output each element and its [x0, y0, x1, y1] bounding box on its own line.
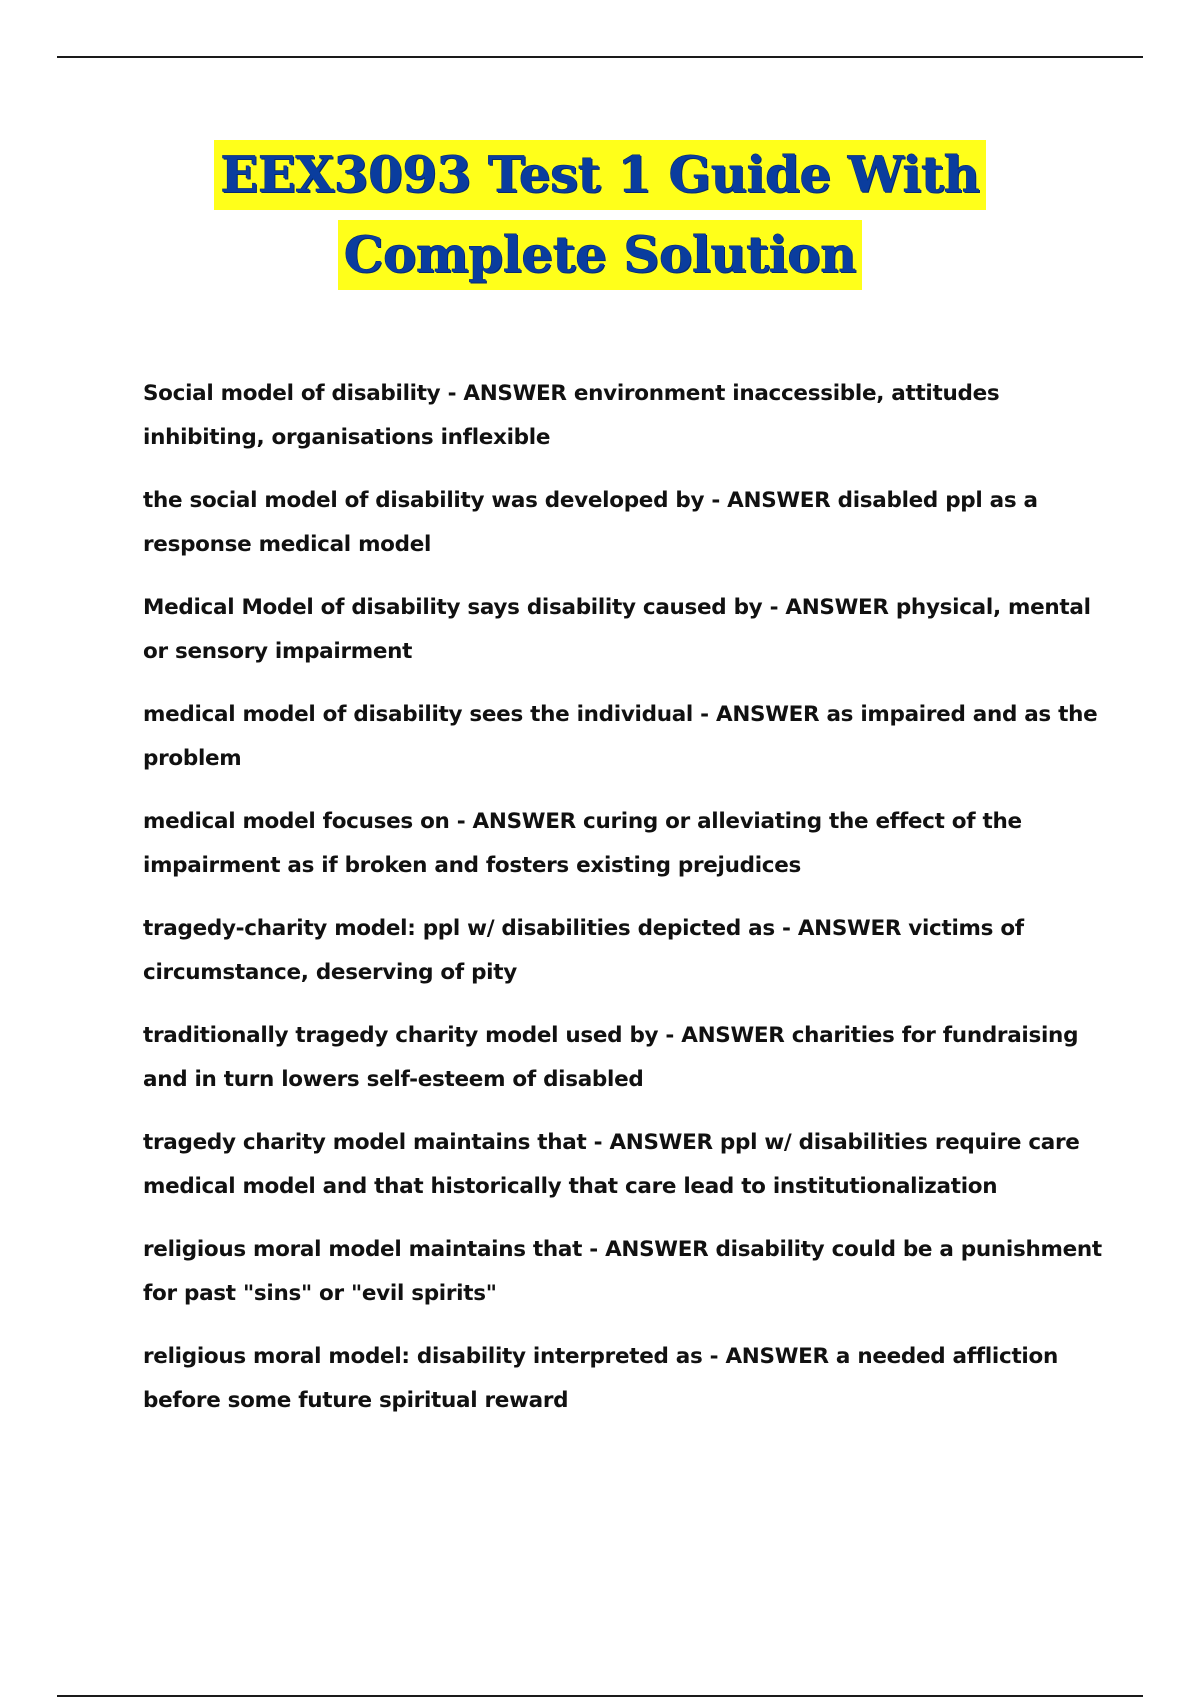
top-rule: [57, 56, 1143, 58]
qa-item: tragedy-charity model: ppl w/ disabilities depicted as - ANSWER victims of circumstance, deserving of pity: [143, 916, 1024, 985]
qa-item: tragedy charity model maintains that - ANSWER ppl w/ disabilities require care medical model and that historically that care lead to institutionalization: [143, 1130, 1080, 1199]
qa-list: [143, 372, 1103, 1442]
qa-item: religious moral model maintains that - ANSWER disability could be a punishment for past "sins" or "evil spirits": [143, 1237, 1102, 1306]
title-line-1: EEX3093 Test 1 Guide With: [214, 140, 985, 210]
qa-item: Social model of disability - ANSWER environment inaccessible, attitudes inhibiting, organisations inflexible: [143, 381, 1000, 450]
title-line-2: Complete Solution: [338, 220, 862, 290]
qa-item: the social model of disability was developed by - ANSWER disabled ppl as a response medical model: [143, 488, 1038, 557]
qa-item: traditionally tragedy charity model used by - ANSWER charities for fundraising and in turn lowers self-esteem of disabled: [143, 1023, 1079, 1092]
bottom-rule: [57, 1695, 1143, 1697]
qa-item: Medical Model of disability says disability caused by - ANSWER physical, mental or sensory impairment: [143, 595, 1091, 664]
document-title: [0, 140, 1200, 290]
qa-item: medical model of disability sees the individual - ANSWER as impaired and as the problem: [143, 702, 1098, 771]
qa-item: medical model focuses on - ANSWER curing or alleviating the effect of the impairment as if broken and fosters existing prejudices: [143, 809, 1022, 878]
qa-item: religious moral model: disability interpreted as - ANSWER a needed affliction before some future spiritual reward: [143, 1344, 1058, 1413]
